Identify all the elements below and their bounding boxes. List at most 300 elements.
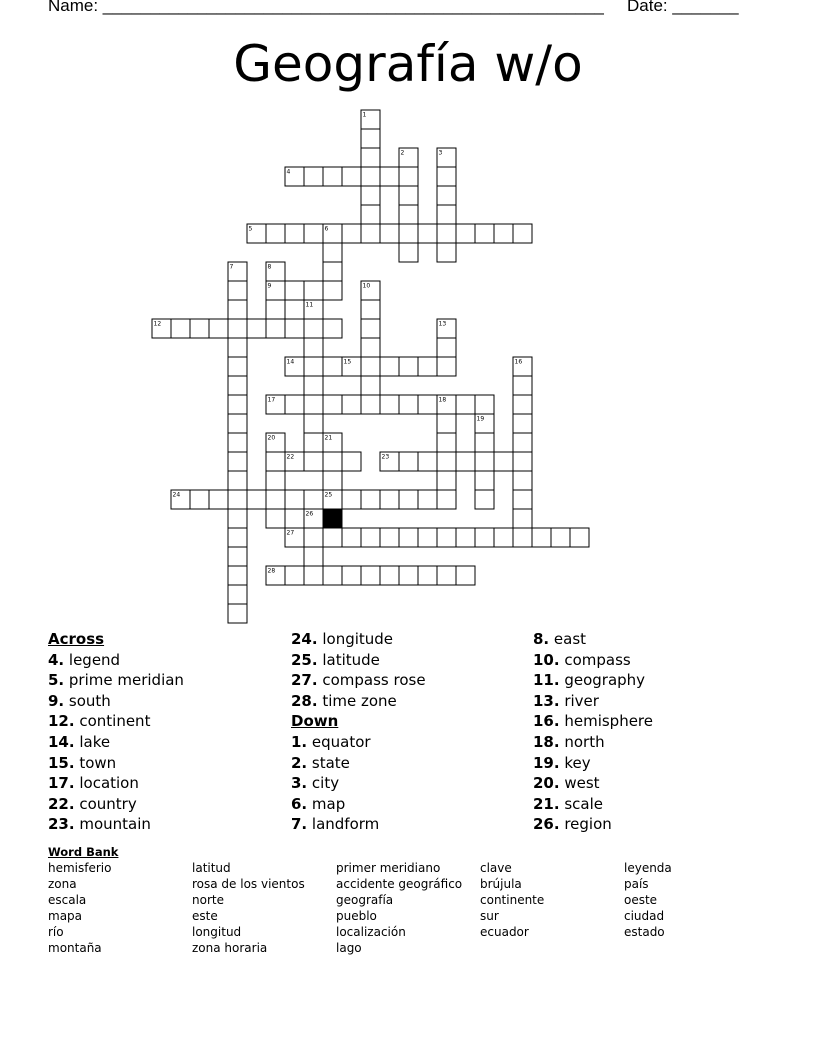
clue-item	[533, 732, 653, 753]
grid-cell[interactable]	[285, 224, 304, 243]
grid-cell[interactable]	[342, 528, 361, 547]
grid-cell[interactable]	[361, 167, 380, 186]
clue-number: 21	[324, 434, 333, 442]
word-bank-item: zona horaria	[192, 941, 268, 955]
grid-cell[interactable]	[285, 395, 304, 414]
grid-cell[interactable]	[342, 566, 361, 585]
grid-cell[interactable]	[361, 148, 380, 167]
grid-cell[interactable]	[532, 528, 551, 547]
grid-cell[interactable]	[304, 528, 323, 547]
clue-item	[533, 753, 653, 774]
grid-cell[interactable]	[418, 357, 437, 376]
clue-column-2	[291, 629, 426, 835]
grid-cell[interactable]	[228, 585, 247, 604]
grid-cell[interactable]	[228, 376, 247, 395]
grid-cell[interactable]	[513, 433, 532, 452]
grid-cell[interactable]	[437, 167, 456, 186]
grid-cell[interactable]	[399, 205, 418, 224]
grid-cell[interactable]	[437, 471, 456, 490]
word-bank-item: latitud	[192, 861, 231, 875]
clue-item	[48, 650, 184, 671]
clue-number: 24	[172, 491, 181, 499]
grid-cell[interactable]	[285, 319, 304, 338]
grid-cell[interactable]	[304, 490, 323, 509]
clue-num: 21.	[533, 794, 560, 813]
clue-num: 7.	[291, 815, 308, 834]
grid-cell[interactable]	[228, 547, 247, 566]
clue-text: equator	[307, 732, 371, 751]
clue-text: continent	[74, 712, 151, 731]
clue-number: 8	[267, 263, 272, 271]
clue-number: 25	[324, 491, 333, 499]
grid-cell[interactable]	[361, 129, 380, 148]
clue-item	[291, 691, 426, 712]
clue-column-1	[48, 629, 184, 835]
word-bank-item: país	[624, 877, 649, 891]
clue-num: 2.	[291, 753, 308, 772]
word-bank-item: hemisferio	[48, 861, 112, 875]
clue-number: 5	[248, 225, 253, 233]
grid-cell[interactable]	[418, 528, 437, 547]
grid-cell[interactable]	[190, 490, 209, 509]
grid-cell[interactable]	[570, 528, 589, 547]
grid-cell[interactable]	[304, 452, 323, 471]
grid-cell[interactable]	[475, 528, 494, 547]
clue-text: state	[307, 753, 350, 772]
word-bank-column-5	[624, 860, 672, 940]
clue-num: 28.	[291, 691, 318, 710]
clue-text: west	[559, 774, 600, 793]
grid-cell[interactable]	[399, 243, 418, 262]
grid-cell[interactable]	[380, 490, 399, 509]
grid-cell[interactable]	[456, 395, 475, 414]
grid-cell[interactable]	[399, 452, 418, 471]
grid-cell[interactable]	[266, 319, 285, 338]
grid-cell[interactable]	[209, 319, 228, 338]
clue-text: hemisphere	[559, 712, 653, 731]
word-bank-item: localización	[336, 925, 406, 939]
grid-cell[interactable]	[437, 205, 456, 224]
grid-cell[interactable]	[361, 319, 380, 338]
grid-cell[interactable]	[399, 224, 418, 243]
word-bank-item: longitud	[192, 925, 242, 939]
clue-text: river	[559, 691, 599, 710]
clue-text: scale	[559, 794, 603, 813]
grid-cell[interactable]	[418, 490, 437, 509]
clue-text: time zone	[317, 691, 397, 710]
grid-cell[interactable]	[513, 490, 532, 509]
clue-num: 17.	[48, 774, 75, 793]
clue-item	[533, 629, 653, 650]
word-bank-item: escala	[48, 893, 87, 907]
word-bank-item: brújula	[480, 877, 522, 891]
grid-cell[interactable]	[342, 490, 361, 509]
clue-text: mountain	[74, 815, 151, 834]
grid-cell[interactable]	[247, 319, 266, 338]
clue-item	[533, 794, 653, 815]
clue-num: 15.	[48, 753, 75, 772]
grid-cell[interactable]	[209, 490, 228, 509]
clue-num: 12.	[48, 712, 75, 731]
clue-item	[533, 773, 653, 794]
grid-cell[interactable]	[399, 167, 418, 186]
grid-cell[interactable]	[437, 243, 456, 262]
name-field[interactable]: Name: _____________________________________________________	[48, 0, 604, 15]
grid-cell[interactable]	[494, 452, 513, 471]
grid-cell[interactable]	[228, 300, 247, 319]
clue-text: longitude	[317, 630, 394, 648]
word-bank-item: continente	[480, 893, 545, 907]
grid-cell[interactable]	[513, 471, 532, 490]
grid-cell[interactable]	[266, 452, 285, 471]
grid-cell[interactable]	[304, 357, 323, 376]
word-bank-item: accidente geográfico	[336, 877, 463, 891]
clue-text: prime meridian	[64, 671, 184, 690]
clue-item	[48, 732, 184, 753]
clue-num: 5.	[48, 671, 65, 690]
grid-cell[interactable]	[437, 528, 456, 547]
grid-cell[interactable]	[513, 414, 532, 433]
word-bank-column-3	[336, 860, 462, 956]
grid-cell[interactable]	[456, 566, 475, 585]
grid-cell[interactable]	[475, 433, 494, 452]
clue-item	[48, 794, 184, 815]
word-bank-item: ciudad	[624, 909, 665, 923]
clue-column-3	[533, 629, 653, 835]
grid-cell[interactable]	[437, 338, 456, 357]
clue-item	[533, 711, 653, 732]
grid-cell[interactable]	[228, 452, 247, 471]
grid-cell[interactable]	[361, 224, 380, 243]
clue-num: 19.	[533, 753, 560, 772]
grid-cell[interactable]	[437, 566, 456, 585]
word-bank-column-2	[192, 860, 305, 956]
clue-item	[291, 794, 426, 815]
clue-text: compass rose	[317, 671, 426, 690]
grid-cell[interactable]	[513, 376, 532, 395]
grid-cell[interactable]	[228, 509, 247, 528]
grid-cell[interactable]	[399, 395, 418, 414]
clue-item	[533, 650, 653, 671]
word-bank-column-4	[480, 860, 544, 940]
word-bank-item: sur	[480, 909, 499, 923]
grid-cell[interactable]	[418, 395, 437, 414]
grid-cell[interactable]	[399, 357, 418, 376]
grid-cell[interactable]	[437, 452, 456, 471]
word-bank-item: estado	[624, 925, 665, 939]
word-bank-item: zona	[48, 877, 77, 891]
grid-cell[interactable]	[361, 395, 380, 414]
grid-cell[interactable]	[494, 224, 513, 243]
clue-text: north	[559, 732, 605, 751]
grid-cell[interactable]	[399, 186, 418, 205]
grid-cell[interactable]	[304, 414, 323, 433]
grid-cell[interactable]	[399, 566, 418, 585]
grid-cell[interactable]	[266, 224, 285, 243]
grid-cell[interactable]	[323, 566, 342, 585]
grid-cell[interactable]	[228, 604, 247, 623]
grid-cell[interactable]	[399, 490, 418, 509]
grid-cell[interactable]	[380, 224, 399, 243]
clue-text: key	[559, 753, 591, 772]
clue-num: 20.	[533, 774, 560, 793]
grid-cell[interactable]	[380, 357, 399, 376]
word-bank-item: lago	[336, 941, 362, 955]
grid-cell[interactable]	[475, 452, 494, 471]
clue-num: 27.	[291, 671, 318, 690]
clue-item	[48, 814, 184, 835]
grid-cell[interactable]	[304, 224, 323, 243]
clue-heading: Across	[48, 630, 105, 648]
clue-number: 4	[286, 168, 291, 176]
clue-text: town	[74, 753, 117, 772]
clue-number: 12	[153, 320, 162, 328]
grid-cell[interactable]	[228, 281, 247, 300]
grid-cell[interactable]	[380, 395, 399, 414]
clue-item	[48, 753, 184, 774]
grid-cell[interactable]	[513, 452, 532, 471]
clue-item	[533, 814, 653, 835]
grid-cell[interactable]	[418, 224, 437, 243]
word-bank-item: norte	[192, 893, 224, 907]
clue-number: 13	[438, 320, 447, 328]
clue-heading: Down	[291, 712, 339, 731]
grid-cell[interactable]	[437, 414, 456, 433]
word-bank-item: primer meridiano	[336, 861, 441, 875]
grid-cell[interactable]	[323, 262, 342, 281]
clue-text: east	[549, 630, 587, 648]
grid-cell[interactable]	[380, 528, 399, 547]
word-bank-item: ecuador	[480, 925, 529, 939]
grid-cell[interactable]	[304, 281, 323, 300]
grid-cell[interactable]	[437, 186, 456, 205]
grid-cell[interactable]	[228, 357, 247, 376]
clue-number: 10	[362, 282, 371, 290]
grid-cell[interactable]	[361, 186, 380, 205]
grid-cell[interactable]	[266, 490, 285, 509]
clue-number: 6	[324, 225, 329, 233]
grid-cell[interactable]	[380, 167, 399, 186]
grid-cell[interactable]	[342, 395, 361, 414]
word-bank-title: Word Bank	[48, 845, 119, 859]
clue-number: 16	[514, 358, 523, 366]
clue-number: 7	[229, 263, 234, 271]
word-bank-item: rosa de los vientos	[192, 877, 305, 891]
clue-item	[48, 711, 184, 732]
grid-cell[interactable]	[323, 528, 342, 547]
clue-item	[291, 814, 426, 835]
grid-cell[interactable]	[228, 395, 247, 414]
word-bank-item: oeste	[624, 893, 658, 907]
grid-cell[interactable]	[513, 224, 532, 243]
grid-cell[interactable]	[304, 376, 323, 395]
grid-cell[interactable]	[361, 376, 380, 395]
clue-number: 17	[267, 396, 276, 404]
clue-text: location	[74, 774, 139, 793]
clue-number: 11	[305, 301, 314, 309]
clue-text: country	[74, 794, 137, 813]
grid-cell[interactable]	[247, 490, 266, 509]
clue-item	[291, 753, 426, 774]
word-bank-item: clave	[480, 861, 512, 875]
grid-cell[interactable]	[228, 490, 247, 509]
clue-item	[291, 732, 426, 753]
grid-cell[interactable]	[513, 528, 532, 547]
grid-cell[interactable]	[304, 566, 323, 585]
grid-cell[interactable]	[380, 566, 399, 585]
grid-cell[interactable]	[361, 490, 380, 509]
grid-cell[interactable]	[285, 281, 304, 300]
clue-item	[533, 670, 653, 691]
clue-number: 9	[267, 282, 272, 290]
grid-cell[interactable]	[323, 357, 342, 376]
clue-text: legend	[64, 650, 121, 669]
grid-cell[interactable]	[494, 528, 513, 547]
grid-cell[interactable]	[418, 452, 437, 471]
grid-cell[interactable]	[475, 395, 494, 414]
grid-cell[interactable]	[228, 471, 247, 490]
clue-number: 27	[286, 529, 295, 537]
clue-num: 4.	[48, 650, 65, 669]
clue-num: 11.	[533, 671, 560, 690]
grid-cell[interactable]	[323, 471, 342, 490]
clue-text: geography	[559, 671, 646, 690]
grid-cell[interactable]	[304, 338, 323, 357]
clue-item	[291, 670, 426, 691]
clue-number: 3	[438, 149, 443, 157]
page-title: Geografía w/o	[233, 35, 583, 93]
grid-cell[interactable]	[323, 319, 342, 338]
grid-cell[interactable]	[437, 490, 456, 509]
date-field[interactable]: Date: _______	[627, 0, 739, 15]
grid-cell[interactable]	[475, 471, 494, 490]
clue-item	[48, 670, 184, 691]
grid-cell[interactable]	[228, 433, 247, 452]
clue-item	[533, 691, 653, 712]
grid-cell[interactable]	[323, 281, 342, 300]
clue-item	[291, 773, 426, 794]
grid-cell[interactable]	[228, 414, 247, 433]
grid-cell[interactable]	[361, 528, 380, 547]
clue-item	[291, 629, 426, 650]
clue-text: landform	[307, 815, 380, 834]
word-bank-item: río	[48, 925, 64, 939]
grid-cell[interactable]	[304, 319, 323, 338]
grid-cell[interactable]	[513, 395, 532, 414]
word-bank-item: geografía	[336, 893, 394, 907]
grid-cell[interactable]	[304, 433, 323, 452]
grid-cell[interactable]	[266, 300, 285, 319]
clue-num: 18.	[533, 732, 560, 751]
grid-cell[interactable]	[171, 319, 190, 338]
grid-cell[interactable]	[437, 357, 456, 376]
clue-text: map	[307, 794, 346, 813]
clue-number: 26	[305, 510, 314, 518]
clue-text: south	[64, 691, 111, 710]
grid-cell[interactable]	[361, 300, 380, 319]
clue-text: compass	[559, 650, 631, 669]
grid-cell[interactable]	[361, 338, 380, 357]
grid-cell[interactable]	[323, 395, 342, 414]
clue-number: 28	[267, 567, 276, 575]
word-bank-item: pueblo	[336, 909, 377, 923]
grid-cell[interactable]	[437, 224, 456, 243]
word-bank-item: este	[192, 909, 218, 923]
grid-cell[interactable]	[190, 319, 209, 338]
word-bank-item: montaña	[48, 941, 102, 955]
clue-number: 23	[381, 453, 390, 461]
grid-cell[interactable]	[361, 357, 380, 376]
grid-cell[interactable]	[513, 509, 532, 528]
grid-cell[interactable]	[342, 452, 361, 471]
clue-num: 14.	[48, 732, 75, 751]
clue-num: 23.	[48, 815, 75, 834]
word-bank-item: leyenda	[624, 861, 672, 875]
grid-cell[interactable]	[285, 490, 304, 509]
grid-cell[interactable]	[399, 528, 418, 547]
clue-item	[291, 650, 426, 671]
word-bank-item: mapa	[48, 909, 83, 923]
grid-cell[interactable]	[304, 167, 323, 186]
clue-num: 10.	[533, 650, 560, 669]
black-cell	[323, 509, 342, 528]
grid-cell[interactable]	[342, 224, 361, 243]
grid-cell[interactable]	[418, 566, 437, 585]
grid-cell[interactable]	[361, 205, 380, 224]
clue-number: 1	[362, 111, 367, 119]
grid-cell[interactable]	[551, 528, 570, 547]
grid-cell[interactable]	[228, 338, 247, 357]
grid-cell[interactable]	[342, 167, 361, 186]
grid-cell[interactable]	[437, 433, 456, 452]
clue-number: 22	[286, 453, 295, 461]
grid-cell[interactable]	[456, 452, 475, 471]
grid-cell[interactable]	[323, 243, 342, 262]
clue-num: 16.	[533, 712, 560, 731]
clue-num: 26.	[533, 815, 560, 834]
clue-text: lake	[74, 732, 111, 751]
grid-cell[interactable]	[361, 566, 380, 585]
clue-num: 1.	[291, 732, 308, 751]
grid-cell[interactable]	[304, 547, 323, 566]
grid-cell[interactable]	[475, 490, 494, 509]
grid-cell[interactable]	[285, 566, 304, 585]
clue-number: 19	[476, 415, 485, 423]
grid-cell[interactable]	[228, 319, 247, 338]
grid-cell[interactable]	[456, 528, 475, 547]
clue-num: 13.	[533, 691, 560, 710]
grid-cell[interactable]	[228, 566, 247, 585]
grid-cell[interactable]	[228, 528, 247, 547]
grid-cell[interactable]	[323, 452, 342, 471]
grid-cell[interactable]	[266, 471, 285, 490]
clue-num: 6.	[291, 794, 308, 813]
grid-cell[interactable]	[323, 167, 342, 186]
grid-cell[interactable]	[475, 224, 494, 243]
clue-number: 15	[343, 358, 352, 366]
clue-num: 24.	[291, 630, 318, 648]
grid-cell[interactable]	[456, 224, 475, 243]
grid-cell[interactable]	[266, 509, 285, 528]
clue-num: 9.	[48, 691, 65, 710]
clue-text: latitude	[317, 650, 380, 669]
grid-cell[interactable]	[304, 395, 323, 414]
clue-num: 3.	[291, 774, 308, 793]
word-bank-column-1	[48, 860, 111, 956]
clue-number: 2	[400, 149, 405, 157]
clue-num: 8.	[533, 630, 550, 648]
clue-num: 25.	[291, 650, 318, 669]
